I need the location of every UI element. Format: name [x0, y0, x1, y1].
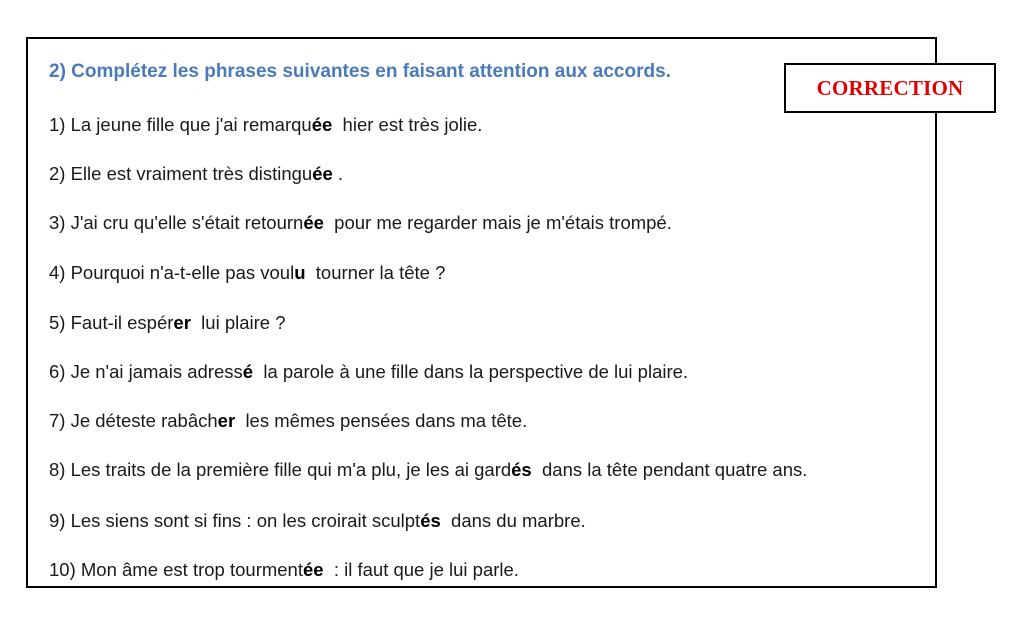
sentence-5: 5) Faut-il espérer lui plaire ?	[49, 312, 286, 333]
exercise-box	[26, 37, 937, 588]
corrected-ending: é	[242, 361, 254, 382]
corrected-ending: és	[511, 459, 532, 480]
sentence-10: 10) Mon âme est trop tourmentée : il faut que je lui parle.	[49, 559, 519, 580]
sentence-9: 9) Les siens sont si fins : on les croirait sculptés dans du marbre.	[49, 510, 586, 531]
corrected-ending: u	[294, 262, 306, 283]
exercise-title: 2) Complétez les phrases suivantes en faisant attention aux accords.	[49, 61, 671, 82]
corrected-ending: ée	[312, 163, 333, 184]
corrected-ending: és	[420, 510, 441, 531]
sentence-8: 8) Les traits de la première fille qui m'a plu, je les ai gardés dans la tête pendant quatre ans.	[49, 459, 808, 480]
correction-label: CORRECTION	[816, 75, 964, 100]
sentence-4: 4) Pourquoi n'a-t-elle pas voulu tourner la tête ?	[49, 262, 446, 283]
sentence-3: 3) J'ai cru qu'elle s'était retournée pour me regarder mais je m'étais trompé.	[49, 212, 672, 233]
sentence-2: 2) Elle est vraiment très distinguée .	[49, 163, 344, 184]
corrected-ending: er	[217, 410, 236, 431]
corrected-ending: er	[173, 312, 191, 333]
corrected-ending: ée	[302, 559, 324, 580]
sentence-1: 1) La jeune fille que j'ai remarquée hier est très jolie.	[49, 114, 483, 135]
sentence-7: 7) Je déteste rabâcher les mêmes pensées dans ma tête.	[49, 410, 528, 431]
corrected-ending: ée	[303, 212, 324, 233]
corrected-ending: ée	[311, 114, 333, 135]
correction-badge	[784, 63, 996, 113]
sentence-6: 6) Je n'ai jamais adressé la parole à une fille dans la perspective de lui plaire.	[49, 361, 689, 382]
